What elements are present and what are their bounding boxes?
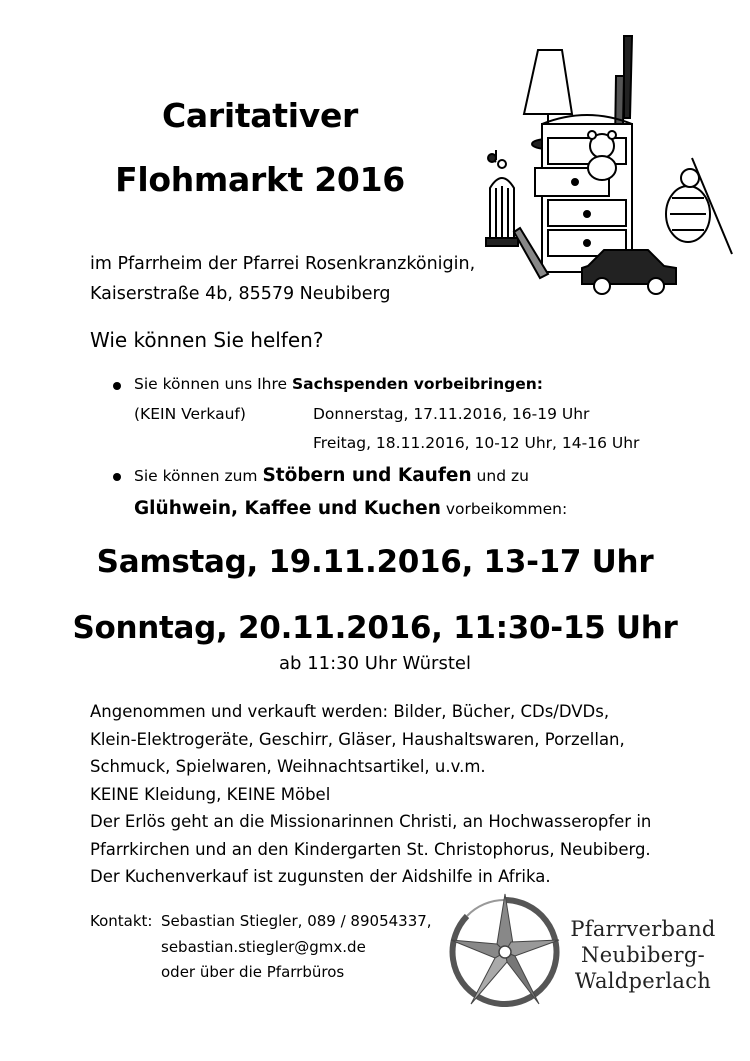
shopping-bold: Stöbern und Kaufen	[262, 465, 472, 486]
bullet-shopping-line2	[134, 498, 567, 519]
donations-note: (KEIN Verkauf)	[134, 405, 246, 423]
details-paragraph	[90, 698, 651, 891]
details-line: Der Erlös geht an die Missionarinnen Christi, an Hochwasseropfer in	[90, 812, 652, 831]
contact-label: Kontakt:	[90, 912, 153, 930]
location-line2: Kaiserstraße 4b, 85579 Neubiberg	[90, 284, 391, 304]
contact-name-phone: Sebastian Stiegler, 089 / 89054337,	[161, 912, 432, 930]
organization-name	[568, 916, 718, 994]
page-title-line1: Caritativer	[161, 96, 359, 135]
shopping-prefix: Sie können zum	[134, 467, 263, 485]
bullet-marker	[113, 473, 121, 481]
donations-prefix: Sie können uns Ihre	[134, 375, 292, 393]
contact-alternative: oder über die Pfarrbüros	[161, 963, 345, 981]
donations-date-friday: Freitag, 18.11.2016, 10-12 Uhr, 14-16 Uhr	[313, 434, 640, 452]
details-line: KEINE Kleidung, KEINE Möbel	[90, 784, 331, 804]
details-line: Schmuck, Spielwaren, Weihnachtsartikel, u.v.m.	[90, 757, 486, 776]
event-sunday: Sonntag, 20.11.2016, 11:30-15 Uhr	[72, 610, 678, 646]
location-line1: im Pfarrheim der Pfarrei Rosenkranzkönigin,	[90, 254, 476, 274]
flea-market-items-illustration	[480, 28, 740, 298]
refreshments-suffix: vorbeikommen:	[440, 500, 568, 518]
contact-email[interactable]: sebastian.stiegler@gmx.de	[161, 938, 366, 956]
compass-star-logo	[445, 892, 565, 1012]
details-line: Klein-Elektrogeräte, Geschirr, Gläser, Haushaltswaren, Porzellan,	[90, 729, 625, 749]
bullet-donations	[134, 375, 543, 393]
refreshments-bold: Glühwein, Kaffee und Kuchen	[134, 498, 441, 519]
donations-date-thursday: Donnerstag, 17.11.2016, 16-19 Uhr	[313, 405, 590, 423]
organization-line2: Neubiberg-	[581, 943, 705, 967]
bullet-marker	[113, 382, 121, 390]
details-line: Pfarrkirchen und an den Kindergarten St. Christophorus, Neubiberg.	[90, 839, 651, 859]
organization-line3: Waldperlach	[574, 969, 712, 993]
shopping-mid: und zu	[471, 467, 529, 485]
organization-line1: Pfarrverband	[570, 917, 716, 941]
bullet-shopping-line1	[134, 465, 529, 486]
details-line: Angenommen und verkauft werden: Bilder, Bücher, CDs/DVDs,	[90, 702, 610, 721]
donations-bold: Sachspenden vorbeibringen:	[292, 375, 543, 393]
page-title-line2: Flohmarkt 2016	[115, 160, 405, 199]
help-question: Wie können Sie helfen?	[90, 328, 324, 352]
details-line: Der Kuchenverkauf ist zugunsten der Aidshilfe in Afrika.	[90, 867, 551, 886]
event-saturday: Samstag, 19.11.2016, 13-17 Uhr	[96, 544, 654, 580]
event-note: ab 11:30 Uhr Würstel	[279, 653, 471, 674]
